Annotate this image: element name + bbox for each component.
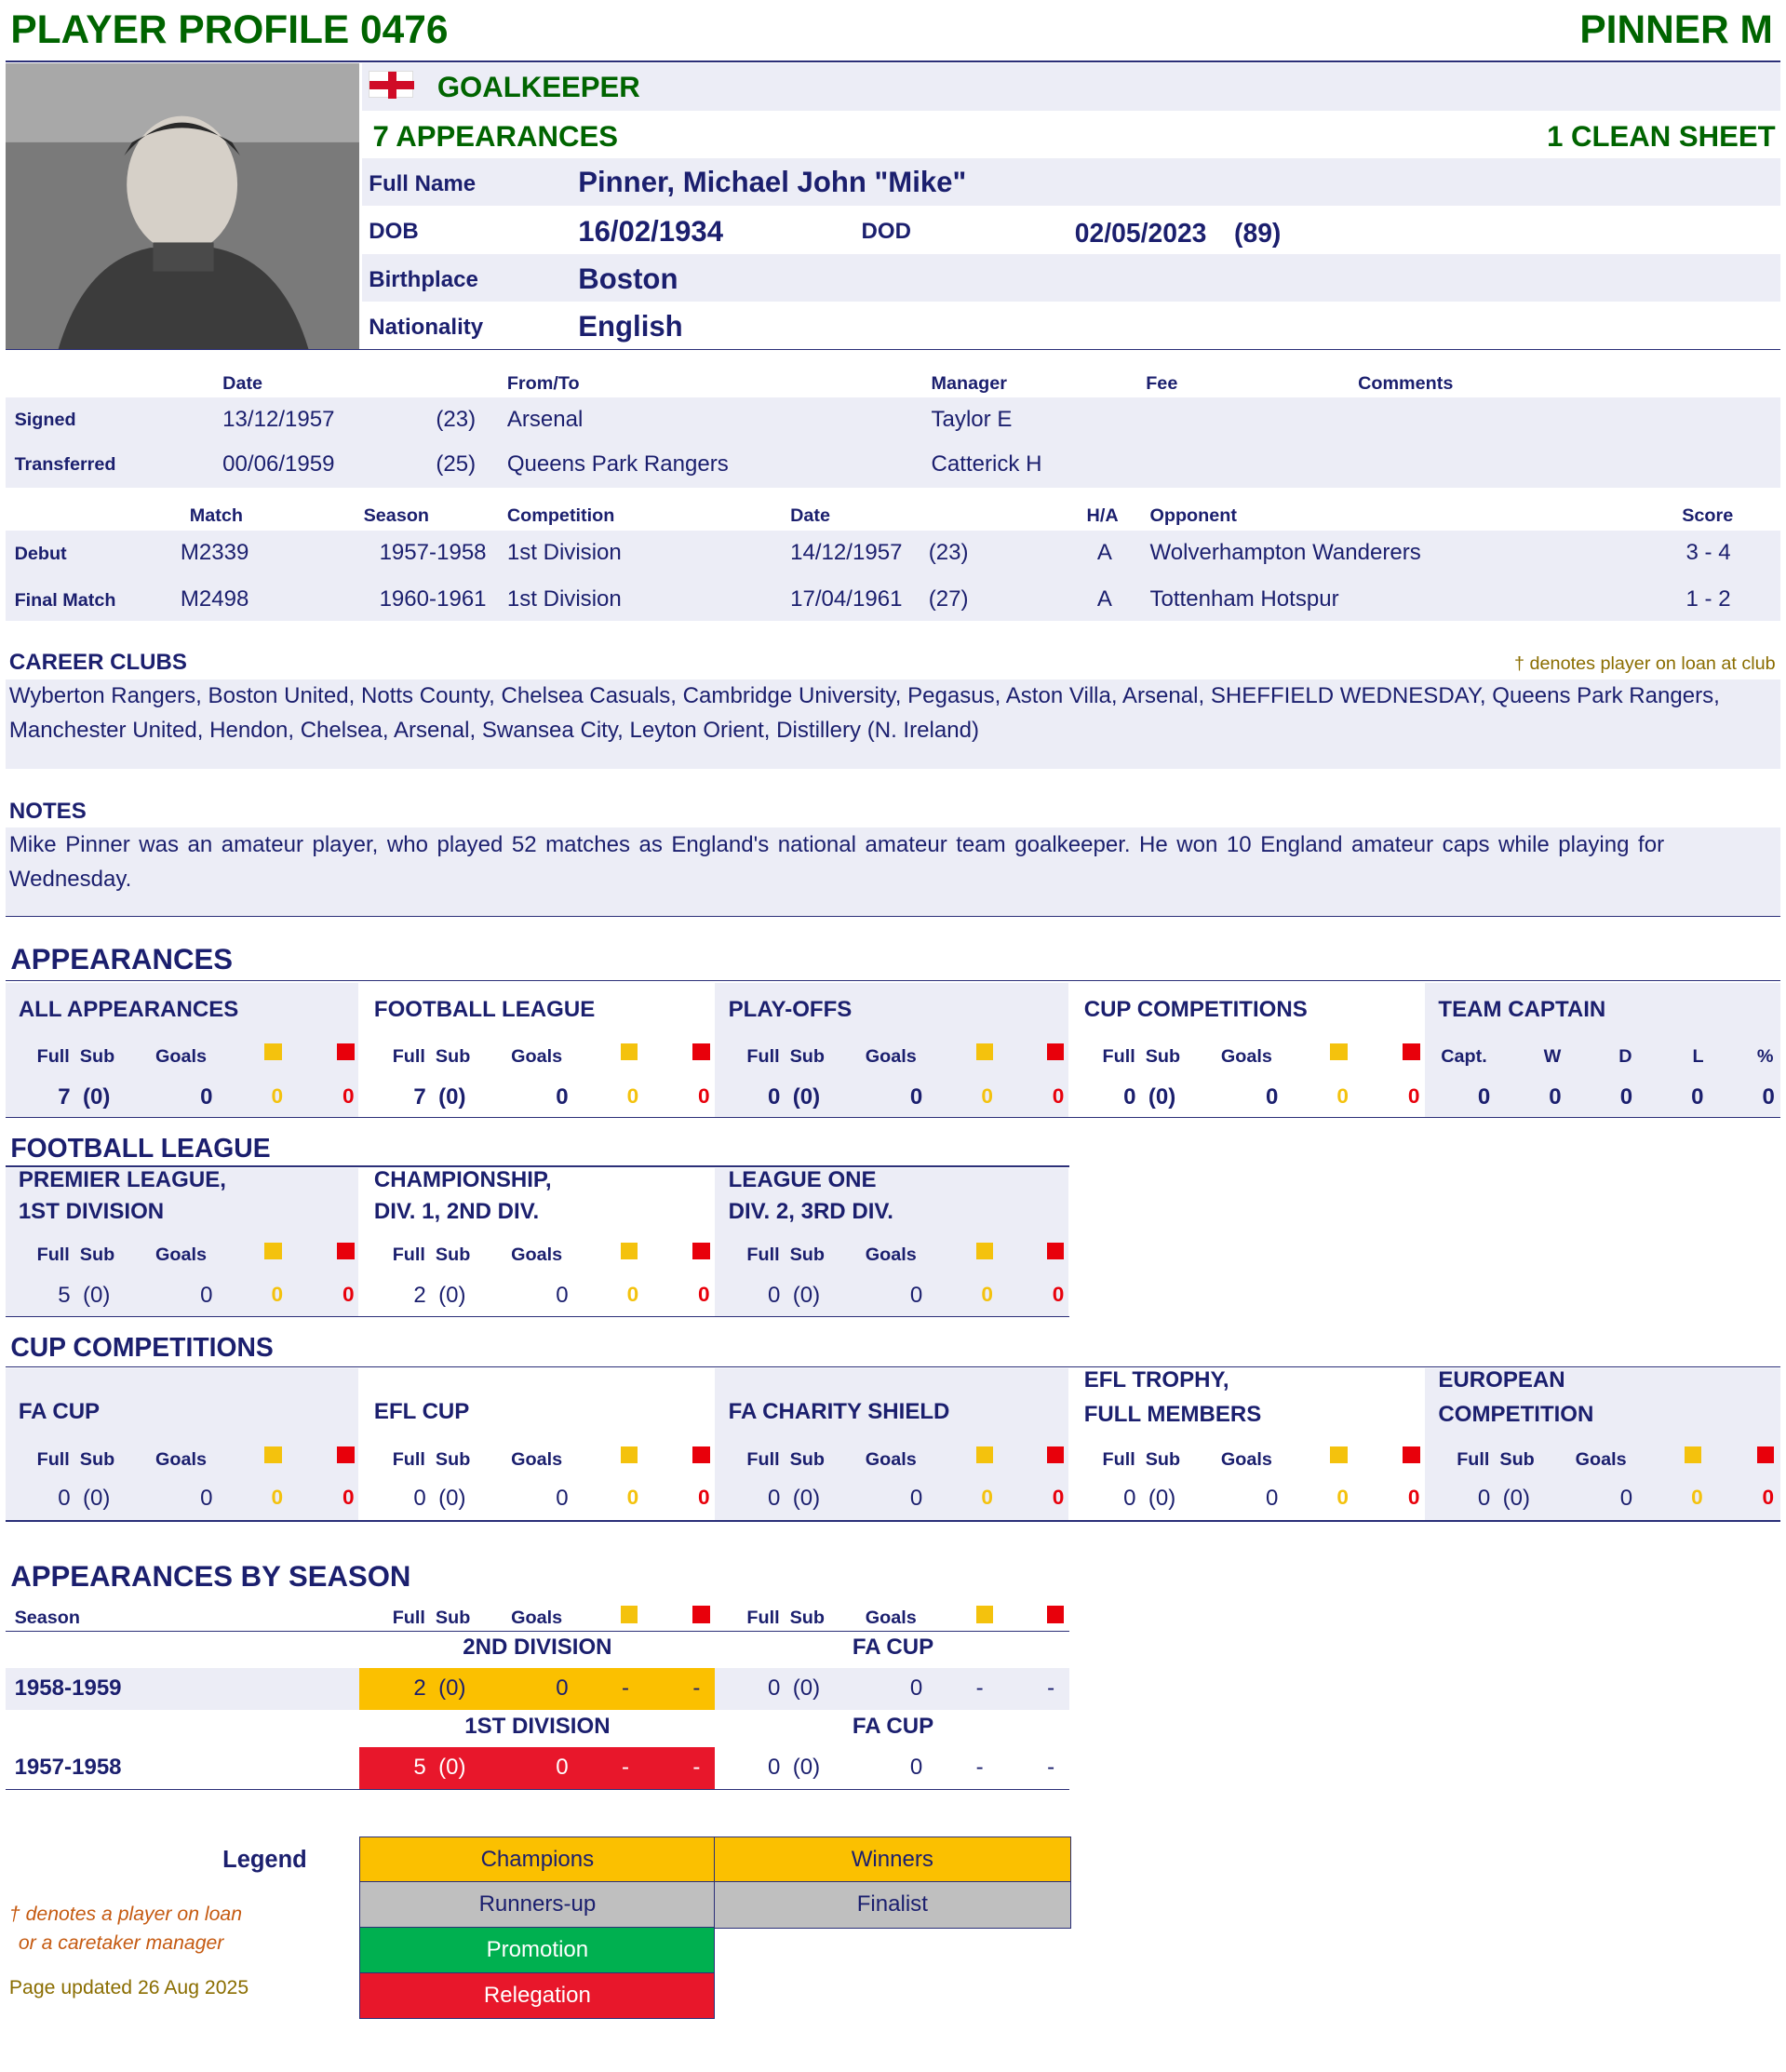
cc-red: 0 [1407, 1083, 1420, 1108]
legend-runners-up: Runners-up [359, 1881, 715, 1929]
red-card-icon [692, 1606, 709, 1622]
legend-loan-note-2: or a caretaker manager [18, 1932, 224, 1955]
championship-title-1: CHAMPIONSHIP, [373, 1167, 552, 1193]
match-header-competition: Competition [506, 505, 615, 527]
po-red: 0 [1052, 1083, 1065, 1108]
l1-yellow: 0 [981, 1283, 993, 1307]
birthplace-label: Birthplace [369, 267, 478, 293]
legend-champions: Champions [359, 1837, 715, 1883]
goals-label: Goals [865, 1245, 917, 1266]
full-sub-label: Full Sub [392, 1045, 471, 1067]
loan-note: † denotes player on loan at club [1514, 653, 1776, 674]
full-sub-label: Full Sub [392, 1607, 471, 1628]
full-name-value: Pinner, Michael John "Mike" [578, 166, 967, 199]
goals-label: Goals [154, 1045, 207, 1067]
yellow-card-icon [621, 1243, 638, 1259]
fa-cup-yellow: 0 [271, 1486, 284, 1510]
match-header-score: Score [1682, 505, 1734, 527]
season-row-cup-yellow: - [975, 1755, 984, 1781]
season-row-league-yellow: - [621, 1755, 629, 1781]
efl-trophy-yellow: 0 [1336, 1486, 1350, 1510]
fl-yellow: 0 [626, 1083, 639, 1108]
full-sub-label: Full Sub [746, 1045, 825, 1067]
dod-label: DOD [861, 218, 911, 244]
play-offs-title: PLAY-OFFS [728, 997, 853, 1023]
red-card-icon [692, 1043, 709, 1060]
red-card-icon [1047, 1446, 1064, 1463]
notes-title: NOTES [8, 798, 87, 824]
yellow-card-icon [264, 1043, 281, 1060]
nationality-label: Nationality [369, 315, 484, 341]
red-card-icon [1047, 1043, 1064, 1060]
pl-full-sub: 5 (0) [58, 1283, 111, 1309]
debut-ha: A [1096, 540, 1112, 566]
birthplace-value: Boston [578, 262, 678, 295]
full-sub-label: Full Sub [746, 1448, 825, 1470]
charity-shield-goals: 0 [909, 1486, 923, 1512]
yellow-card-icon [621, 1606, 638, 1622]
full-sub-label: Full Sub [746, 1245, 825, 1266]
po-goals: 0 [909, 1083, 923, 1110]
goals-label: Goals [1220, 1448, 1272, 1470]
efl-cup-yellow: 0 [626, 1486, 639, 1510]
european-yellow: 0 [1691, 1486, 1703, 1510]
full-sub-label: Full Sub [36, 1245, 115, 1266]
cup-competitions-section-title: CUP COMPETITIONS [10, 1331, 274, 1362]
premier-league-title-1: PREMIER LEAGUE, [18, 1167, 226, 1193]
notes-line2: Wednesday. [8, 867, 132, 893]
ch-goals: 0 [556, 1283, 569, 1309]
page-updated: Page updated 26 Aug 2025 [8, 1977, 249, 1999]
yellow-card-icon [1685, 1446, 1701, 1463]
yellow-card-icon [976, 1446, 993, 1463]
red-card-icon [337, 1446, 354, 1463]
european-title-2: COMPETITION [1438, 1401, 1594, 1427]
career-clubs-line1: Wyberton Rangers, Boston United, Notts County, Chelsea Casuals, Cambridge University, Pegasus, Aston Villa, Arsenal, SHEFFIELD WEDNESDAY, Queens Park Rangers, [8, 683, 1720, 709]
efl-cup-full-sub: 0 (0) [413, 1486, 466, 1512]
football-league-box-title: FOOTBALL LEAGUE [373, 997, 596, 1023]
red-card-icon [337, 1043, 354, 1060]
season-row-cup-goals: 0 [909, 1675, 923, 1702]
charity-shield-title-2: FA CHARITY SHIELD [728, 1399, 950, 1425]
appearances-section-title: APPEARANCES [10, 943, 233, 976]
fa-cup-goals: 0 [200, 1486, 213, 1512]
legend-relegation: Relegation [359, 1972, 715, 2020]
team-captain-title: TEAM CAPTAIN [1438, 997, 1606, 1023]
transferred-label: Transferred [14, 454, 116, 476]
european-goals: 0 [1619, 1486, 1633, 1512]
match-header-date: Date [790, 505, 831, 527]
european-title-1: EUROPEAN [1438, 1367, 1565, 1393]
ch-red: 0 [698, 1283, 710, 1307]
yellow-card-icon [976, 1243, 993, 1259]
legend-title: Legend [222, 1847, 307, 1874]
red-card-icon [1757, 1446, 1774, 1463]
season-row-cup-red: - [1047, 1755, 1055, 1781]
efl-trophy-full-sub: 0 (0) [1123, 1486, 1176, 1512]
l1-red: 0 [1052, 1283, 1065, 1307]
efl-trophy-title-1: EFL TROPHY, [1083, 1367, 1229, 1393]
premier-league-title-2: 1ST DIVISION [18, 1199, 165, 1224]
season-row-league-yellow: - [621, 1675, 629, 1702]
cc-yellow: 0 [1336, 1083, 1350, 1108]
season-row-cup-full-sub: 0 (0) [768, 1755, 821, 1781]
legend-promotion: Promotion [359, 1927, 715, 1973]
pl-goals: 0 [200, 1283, 213, 1309]
season-row-league-red: - [692, 1675, 701, 1702]
final-match-score: 1 - 2 [1685, 585, 1731, 612]
all-full-sub: 7 (0) [58, 1083, 111, 1110]
season-row-league-red: - [692, 1755, 701, 1781]
goals-label: Goals [865, 1045, 917, 1067]
match-header-opponent: Opponent [1149, 505, 1237, 527]
career-clubs-title: CAREER CLUBS [8, 649, 187, 675]
career-clubs-line2: Manchester United, Hendon, Chelsea, Arsenal, Swansea City, Leyton Orient, Distillery (N. Ireland) [8, 718, 979, 744]
dod-age: (89) [1234, 217, 1282, 248]
red-card-icon [692, 1446, 709, 1463]
ch-full-sub: 2 (0) [413, 1283, 466, 1309]
dob-value: 16/02/1934 [578, 214, 724, 248]
all-yellow: 0 [271, 1083, 284, 1108]
full-sub-label: Full Sub [746, 1607, 825, 1628]
yellow-card-icon [621, 1043, 638, 1060]
signed-date: 13/12/1957 [222, 407, 335, 433]
season-row-cup-title: FA CUP [852, 1714, 934, 1740]
captain-d: 0 [1619, 1083, 1633, 1110]
all-appearances-title: ALL APPEARANCES [18, 997, 239, 1023]
full-sub-label: Full Sub [36, 1448, 115, 1470]
captain-header-l: L [1692, 1045, 1704, 1067]
season-row-league-full-sub: 5 (0) [413, 1755, 466, 1781]
red-card-icon [1403, 1446, 1419, 1463]
season-row-league-title: 2ND DIVISION [463, 1635, 612, 1661]
final-match-age: (27) [928, 585, 969, 612]
red-card-icon [692, 1243, 709, 1259]
season-row-league-full-sub: 2 (0) [413, 1675, 466, 1702]
season-row-season: 1957-1958 [14, 1755, 122, 1781]
goals-label: Goals [1220, 1045, 1272, 1067]
red-card-icon [337, 1243, 354, 1259]
transferred-club: Queens Park Rangers [506, 451, 729, 478]
final-match-label: Final Match [14, 590, 116, 611]
dod-value: 02/05/2023 [1074, 217, 1207, 248]
debut-match: M2339 [180, 540, 249, 566]
player-name-title: PINNER M [1579, 7, 1773, 52]
full-sub-label: Full Sub [1102, 1045, 1181, 1067]
l1-goals: 0 [909, 1283, 923, 1309]
full-sub-label: Full Sub [392, 1448, 471, 1470]
by-season-title: APPEARANCES BY SEASON [10, 1559, 411, 1593]
position-label: GOALKEEPER [436, 71, 640, 104]
charity-shield-red: 0 [1052, 1486, 1065, 1510]
legend-winners: Winners [714, 1837, 1071, 1883]
cup-competitions-box-title: CUP COMPETITIONS [1083, 997, 1308, 1023]
all-goals: 0 [200, 1083, 213, 1110]
goals-label: Goals [1575, 1448, 1627, 1470]
transferred-date: 00/06/1959 [222, 451, 335, 478]
goals-label: Goals [865, 1448, 917, 1470]
captain-l: 0 [1691, 1083, 1704, 1110]
debut-opponent: Wolverhampton Wanderers [1149, 540, 1421, 566]
european-full-sub: 0 (0) [1477, 1486, 1530, 1512]
legend-finalist: Finalist [714, 1881, 1071, 1929]
england-flag-icon [369, 71, 413, 97]
captain-pct: 0 [1762, 1083, 1775, 1110]
goals-label: Goals [154, 1448, 207, 1470]
yellow-card-icon [976, 1606, 993, 1622]
debut-date: 14/12/1957 [790, 540, 903, 566]
signed-club: Arsenal [506, 407, 584, 433]
season-row-cup-yellow: - [975, 1675, 984, 1702]
captain-header-pct: % [1756, 1045, 1774, 1067]
season-col-label: Season [14, 1607, 80, 1628]
match-header-ha: H/A [1086, 505, 1119, 527]
transferred-manager: Catterick H [931, 451, 1042, 478]
fl-goals: 0 [556, 1083, 569, 1110]
yellow-card-icon [976, 1043, 993, 1060]
full-name-label: Full Name [369, 170, 477, 196]
goals-label: Goals [511, 1607, 563, 1628]
season-row-cup-full-sub: 0 (0) [768, 1675, 821, 1702]
league-one-title-1: LEAGUE ONE [728, 1167, 877, 1193]
season-row-league-goals: 0 [556, 1675, 569, 1702]
po-full-sub: 0 (0) [768, 1083, 821, 1110]
cc-goals: 0 [1266, 1083, 1279, 1110]
season-row-league-goals: 0 [556, 1755, 569, 1781]
transfer-header-manager: Manager [931, 372, 1007, 394]
championship-title-2: DIV. 1, 2ND DIV. [373, 1199, 540, 1224]
red-card-icon [1047, 1606, 1064, 1622]
fa-cup-full-sub: 0 (0) [58, 1486, 111, 1512]
profile-divider [6, 349, 1781, 350]
yellow-card-icon [264, 1446, 281, 1463]
red-card-icon [1403, 1043, 1419, 1060]
all-red: 0 [342, 1083, 355, 1108]
charity-shield-yellow: 0 [981, 1486, 993, 1510]
po-yellow: 0 [981, 1083, 993, 1108]
cc-full-sub: 0 (0) [1123, 1083, 1176, 1110]
final-match-match: M2498 [180, 585, 249, 612]
debut-competition: 1st Division [506, 540, 622, 566]
transferred-age: (25) [436, 451, 477, 478]
season-row-cup-goals: 0 [909, 1755, 923, 1781]
efl-trophy-title-2: FULL MEMBERS [1083, 1401, 1262, 1427]
season-row-cup-title: FA CUP [852, 1635, 934, 1661]
final-match-opponent: Tottenham Hotspur [1149, 585, 1339, 612]
yellow-card-icon [1330, 1446, 1347, 1463]
goals-label: Goals [511, 1245, 563, 1266]
page-title: PLAYER PROFILE 0476 [10, 7, 449, 52]
season-row-cup-red: - [1047, 1675, 1055, 1702]
debut-age: (23) [928, 540, 969, 566]
signed-age: (23) [436, 407, 477, 433]
player-photo [6, 63, 360, 349]
season-row-league-title: 1ST DIVISION [464, 1714, 611, 1740]
efl-trophy-goals: 0 [1266, 1486, 1279, 1512]
final-match-date: 17/04/1961 [790, 585, 903, 612]
full-sub-label: Full Sub [1457, 1448, 1535, 1470]
efl-cup-red: 0 [698, 1486, 710, 1510]
transfer-header-date: Date [222, 372, 263, 394]
efl-cup-goals: 0 [556, 1486, 569, 1512]
goals-label: Goals [511, 1448, 563, 1470]
charity-shield-full-sub: 0 (0) [768, 1486, 821, 1512]
captain-capt: 0 [1477, 1083, 1491, 1110]
fa-cup-red: 0 [342, 1486, 355, 1510]
league-one-title-2: DIV. 2, 3RD DIV. [728, 1199, 893, 1224]
debut-label: Debut [14, 544, 67, 565]
european-red: 0 [1762, 1486, 1775, 1510]
full-sub-label: Full Sub [36, 1045, 115, 1067]
fa-cup-title-2: FA CUP [18, 1399, 101, 1425]
final-match-competition: 1st Division [506, 585, 622, 612]
red-card-icon [1047, 1243, 1064, 1259]
l1-full-sub: 0 (0) [768, 1283, 821, 1309]
transfer-header-comments: Comments [1358, 372, 1454, 394]
pl-yellow: 0 [271, 1283, 284, 1307]
captain-w: 0 [1549, 1083, 1562, 1110]
pl-red: 0 [342, 1283, 355, 1307]
captain-header-capt: Capt. [1441, 1045, 1487, 1067]
transfer-header-fromto: From/To [506, 372, 580, 394]
debut-season: 1957-1958 [379, 540, 487, 566]
appearances-count: 7 APPEARANCES [372, 119, 618, 153]
legend-loan-note-1: † denotes a player on loan [8, 1903, 243, 1925]
goals-label: Goals [865, 1607, 917, 1628]
signed-label: Signed [14, 410, 76, 431]
fl-full-sub: 7 (0) [413, 1083, 466, 1110]
full-sub-label: Full Sub [1102, 1448, 1181, 1470]
clean-sheets-count: 1 CLEAN SHEET [1547, 119, 1776, 153]
ch-yellow: 0 [626, 1283, 639, 1307]
captain-header-w: W [1543, 1045, 1562, 1067]
goals-label: Goals [511, 1045, 563, 1067]
goals-label: Goals [154, 1245, 207, 1266]
full-sub-label: Full Sub [392, 1245, 471, 1266]
dob-label: DOB [369, 218, 419, 244]
match-header-season: Season [363, 505, 430, 527]
match-header-match: Match [189, 505, 243, 527]
season-row-season: 1958-1959 [14, 1675, 122, 1702]
yellow-card-icon [264, 1243, 281, 1259]
fl-red: 0 [698, 1083, 710, 1108]
yellow-card-icon [621, 1446, 638, 1463]
transfer-header-fee: Fee [1146, 372, 1178, 394]
captain-header-d: D [1618, 1045, 1632, 1067]
efl-trophy-red: 0 [1407, 1486, 1420, 1510]
debut-score: 3 - 4 [1685, 540, 1731, 566]
notes-line1: Mike Pinner was an amateur player, who played 52 matches as England's national amateur team goalkeeper. He won 10 England amateur caps while playing for [8, 832, 1665, 858]
football-league-section-title: FOOTBALL LEAGUE [10, 1133, 271, 1164]
final-match-season: 1960-1961 [379, 585, 487, 612]
final-match-ha: A [1096, 585, 1112, 612]
yellow-card-icon [1330, 1043, 1347, 1060]
nationality-value: English [578, 309, 683, 343]
signed-manager: Taylor E [931, 407, 1013, 433]
efl-cup-title-2: EFL CUP [373, 1399, 470, 1425]
